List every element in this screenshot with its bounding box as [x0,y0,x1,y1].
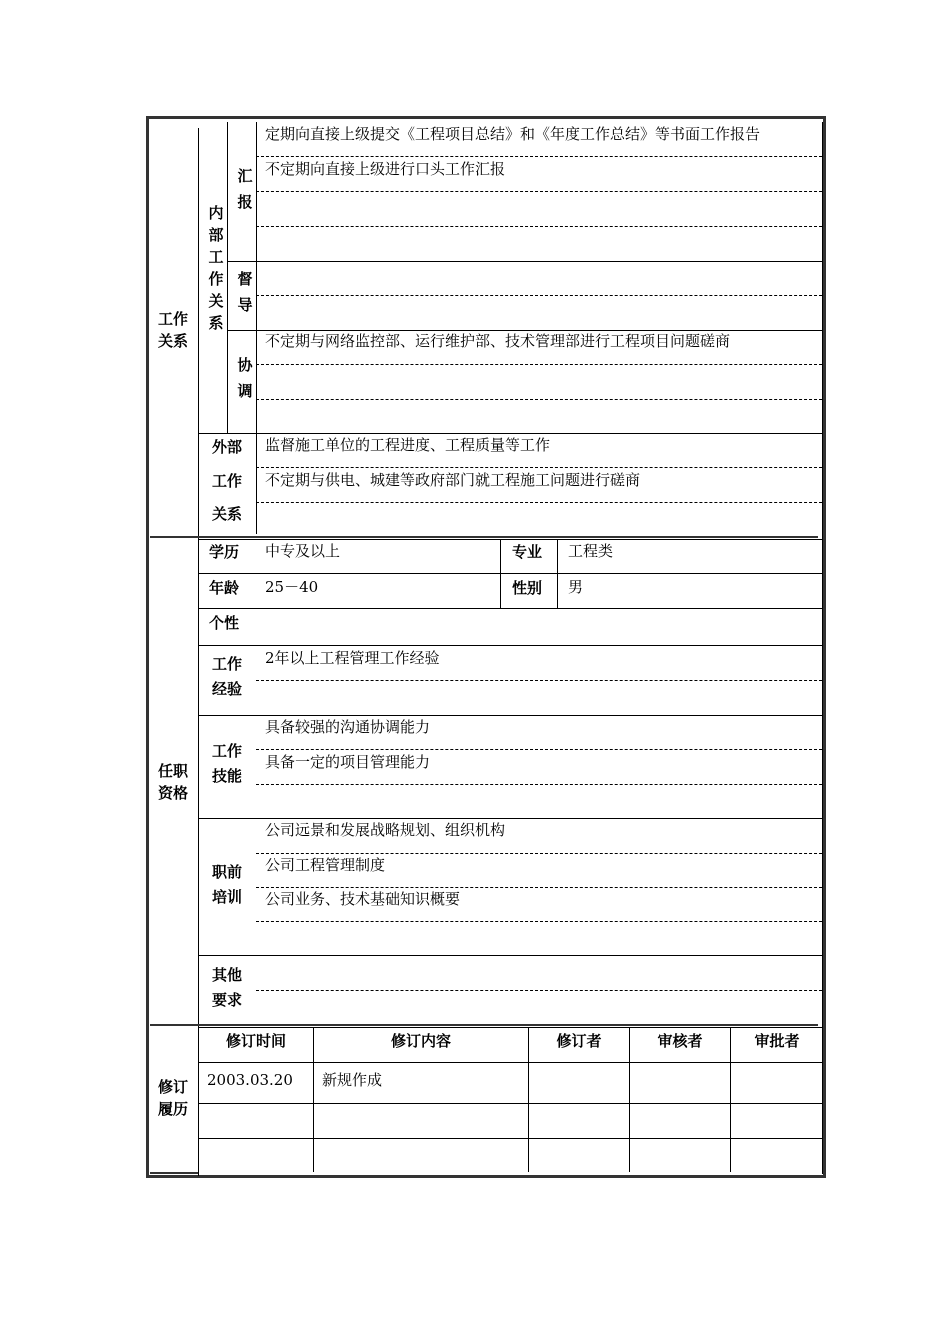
section-divider-2 [198,538,199,1026]
gender-value: 男 [568,578,584,596]
training-line-1: 公司远景和发展战略规划、组织机构 [265,821,506,839]
education-value: 中专及以上 [265,542,341,560]
external-line-2: 不定期与供电、城建等政府部门就工程施工问题进行磋商 [265,471,641,489]
revision-header-approver: 审批者 [754,1032,800,1050]
rule [198,955,823,956]
dashed-rule [256,784,822,785]
rule [198,818,823,819]
report-line-1: 定期向直接上级提交《工程项目总结》和《年度工作总结》等书面工作报告 [265,125,761,143]
training-label: 职前培训 [211,863,242,906]
dashed-rule [256,156,822,157]
rule [198,539,823,540]
dashed-rule [256,853,822,854]
section-qualifications: 任职资格 [157,762,188,802]
dashed-rule [256,191,822,192]
coordinate-line-1: 不定期与网络监控部、运行维护部、技术管理部进行工程项目问题磋商 [265,332,731,350]
major-label: 专业 [511,543,542,561]
section-work-relations: 工作关系 [157,310,188,350]
major-value: 工程类 [568,542,614,560]
rule [198,573,823,574]
qual-divider [557,539,558,608]
personality-label: 个性 [208,614,239,632]
external-label-3: 关系 [211,505,242,523]
age-label: 年龄 [208,579,239,597]
coordinate-label: 协调 [237,356,253,400]
gender-label: 性别 [511,579,542,597]
internal-divider [227,122,228,434]
report-label: 汇报 [237,167,253,211]
skills-line-1: 具备较强的沟通协调能力 [265,718,431,736]
experience-label: 工作经验 [211,655,242,698]
rule [198,433,823,434]
rule [198,608,823,609]
section-revision-history: 修订履历 [157,1078,188,1118]
dashed-rule [256,921,822,922]
revision-header-reviewer: 审核者 [657,1032,703,1050]
dashed-rule [256,399,822,400]
training-line-2: 公司工程管理制度 [265,856,386,874]
dashed-rule [256,467,822,468]
revision-header-reviser: 修订者 [556,1032,602,1050]
dashed-rule [256,364,822,365]
qual-divider [500,539,501,608]
rule [198,645,823,646]
bottom-separator [150,1172,198,1174]
external-label-1: 外部 [211,438,242,456]
skills-line-2: 具备一定的项目管理能力 [265,753,431,771]
experience-line-1: 2年以上工程管理工作经验 [265,649,440,667]
dashed-rule [256,990,822,991]
revision-row-1-time: 2003.03.20 [207,1071,293,1089]
report-line-2: 不定期向直接上级进行口头工作汇报 [265,160,506,178]
external-label-2: 工作 [211,472,242,490]
dashed-rule [256,749,822,750]
rule [227,330,823,331]
section-separator [150,1024,818,1026]
dashed-rule [256,226,822,227]
training-line-3: 公司业务、技术基础知识概要 [265,890,461,908]
external-line-1: 监督施工单位的工程进度、工程质量等工作 [265,436,551,454]
rule [198,715,823,716]
section-divider-1 [198,128,199,538]
other-label: 其他要求 [211,966,242,1009]
dashed-rule [256,680,822,681]
internal-relations-label: 内部工作关系 [208,204,224,332]
subcat-divider [256,122,257,534]
age-value: 25－40 [265,578,319,596]
dashed-rule [256,887,822,888]
right-edge [822,122,823,1174]
rule [227,261,823,262]
revision-header-content: 修订内容 [390,1032,451,1050]
supervise-label: 督导 [237,270,253,314]
revision-row-1-content: 新规作成 [322,1071,383,1089]
dashed-rule [256,502,822,503]
section-separator [150,536,818,538]
dashed-rule [256,295,822,296]
skills-label: 工作技能 [211,742,242,785]
education-label: 学历 [208,543,239,561]
revision-header-time: 修订时间 [225,1032,286,1050]
